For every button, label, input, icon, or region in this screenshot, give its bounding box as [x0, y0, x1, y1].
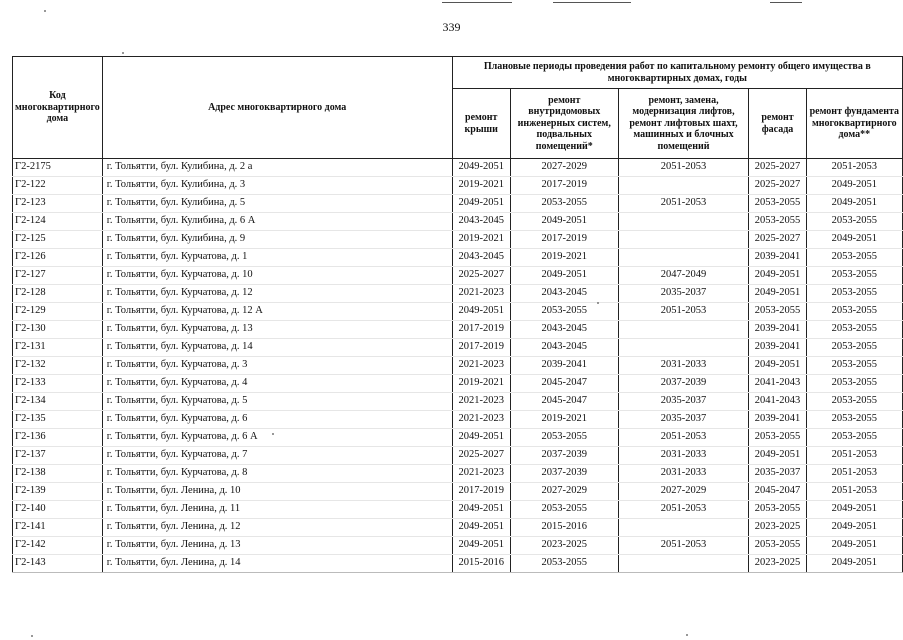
- capital-repair-table: [12, 56, 903, 573]
- row-facade: 2049-2051: [749, 447, 806, 465]
- row-code: Г2-134: [13, 393, 103, 411]
- row-lifts: [618, 249, 749, 267]
- row-lifts: [618, 213, 749, 231]
- header-address: Адрес многоквартирного дома: [102, 57, 452, 159]
- row-foundation: 2053-2055: [806, 393, 902, 411]
- row-engineering: 2053-2055: [510, 555, 618, 573]
- table-row: [13, 267, 903, 285]
- table-row: [13, 231, 903, 249]
- row-facade: 2039-2041: [749, 339, 806, 357]
- table-row: [13, 429, 903, 447]
- row-roof: 2049-2051: [452, 429, 510, 447]
- row-code: Г2-139: [13, 483, 103, 501]
- row-roof: 2025-2027: [452, 447, 510, 465]
- table-row: [13, 447, 903, 465]
- row-engineering: 2037-2039: [510, 465, 618, 483]
- row-roof: 2049-2051: [452, 537, 510, 555]
- row-lifts: 2047-2049: [618, 267, 749, 285]
- header-roof: ремонт крыши: [452, 89, 510, 159]
- row-facade: 2035-2037: [749, 465, 806, 483]
- scan-speck: [272, 433, 274, 435]
- scan-speck: [44, 10, 46, 12]
- row-facade: 2049-2051: [749, 285, 806, 303]
- row-facade: 2041-2043: [749, 375, 806, 393]
- row-lifts: 2051-2053: [618, 429, 749, 447]
- row-roof: 2019-2021: [452, 231, 510, 249]
- row-engineering: 2027-2029: [510, 159, 618, 177]
- row-engineering: 2017-2019: [510, 231, 618, 249]
- row-facade: 2049-2051: [749, 267, 806, 285]
- row-lifts: 2051-2053: [618, 501, 749, 519]
- row-lifts: 2051-2053: [618, 303, 749, 321]
- row-roof: 2049-2051: [452, 501, 510, 519]
- row-code: Г2-128: [13, 285, 103, 303]
- page-number: 339: [442, 20, 461, 34]
- row-roof: 2017-2019: [452, 321, 510, 339]
- row-foundation: 2053-2055: [806, 249, 902, 267]
- header-foundation: ремонт фундамента многоквартирного дома**: [806, 89, 902, 159]
- row-lifts: 2037-2039: [618, 375, 749, 393]
- row-code: Г2-124: [13, 213, 103, 231]
- row-code: Г2-122: [13, 177, 103, 195]
- row-address: г. Тольятти, бул. Ленина, д. 13: [102, 537, 452, 555]
- row-facade: 2053-2055: [749, 429, 806, 447]
- header-periods: Плановые периоды проведения работ по капитальному ремонту общего имущества в многоквартирных домах, годы: [452, 57, 902, 89]
- row-lifts: 2031-2033: [618, 447, 749, 465]
- table-row: [13, 285, 903, 303]
- table-row: [13, 555, 903, 573]
- row-foundation: 2053-2055: [806, 267, 902, 285]
- row-engineering: 2023-2025: [510, 537, 618, 555]
- row-lifts: 2051-2053: [618, 537, 749, 555]
- row-roof: 2019-2021: [452, 375, 510, 393]
- row-address: г. Тольятти, бул. Курчатова, д. 8: [102, 465, 452, 483]
- row-roof: 2021-2023: [452, 465, 510, 483]
- row-address: г. Тольятти, бул. Курчатова, д. 7: [102, 447, 452, 465]
- header-engineering: ремонт внутридомовых инженерных систем, подвальных помещений*: [510, 89, 618, 159]
- row-engineering: 2043-2045: [510, 339, 618, 357]
- row-foundation: 2053-2055: [806, 339, 902, 357]
- row-foundation: 2053-2055: [806, 429, 902, 447]
- table-row: [13, 195, 903, 213]
- table-row: [13, 357, 903, 375]
- row-lifts: [618, 519, 749, 537]
- row-engineering: 2043-2045: [510, 285, 618, 303]
- table-row: [13, 213, 903, 231]
- row-engineering: 2049-2051: [510, 267, 618, 285]
- row-roof: 2025-2027: [452, 267, 510, 285]
- row-address: г. Тольятти, бул. Курчатова, д. 10: [102, 267, 452, 285]
- row-address: г. Тольятти, бул. Кулибина, д. 2 а: [102, 159, 452, 177]
- row-foundation: 2053-2055: [806, 321, 902, 339]
- row-address: г. Тольятти, бул. Курчатова, д. 1: [102, 249, 452, 267]
- row-address: г. Тольятти, бул. Курчатова, д. 13: [102, 321, 452, 339]
- row-code: Г2-130: [13, 321, 103, 339]
- table-row: [13, 411, 903, 429]
- row-facade: 2023-2025: [749, 555, 806, 573]
- row-engineering: 2027-2029: [510, 483, 618, 501]
- row-facade: 2025-2027: [749, 159, 806, 177]
- row-roof: 2021-2023: [452, 393, 510, 411]
- table-row: [13, 393, 903, 411]
- row-code: Г2-135: [13, 411, 103, 429]
- row-foundation: 2049-2051: [806, 231, 902, 249]
- scan-speck: [686, 634, 688, 636]
- row-lifts: [618, 339, 749, 357]
- row-roof: 2043-2045: [452, 249, 510, 267]
- row-foundation: 2051-2053: [806, 465, 902, 483]
- row-lifts: 2051-2053: [618, 195, 749, 213]
- row-lifts: 2031-2033: [618, 357, 749, 375]
- row-engineering: 2053-2055: [510, 501, 618, 519]
- scan-speck: [597, 302, 599, 304]
- row-address: г. Тольятти, бул. Кулибина, д. 3: [102, 177, 452, 195]
- row-roof: 2019-2021: [452, 177, 510, 195]
- table-row: [13, 465, 903, 483]
- table-row: [13, 501, 903, 519]
- row-lifts: [618, 555, 749, 573]
- row-code: Г2-143: [13, 555, 103, 573]
- row-address: г. Тольятти, бул. Курчатова, д. 6: [102, 411, 452, 429]
- row-roof: 2021-2023: [452, 285, 510, 303]
- scan-mark: [553, 2, 631, 3]
- row-foundation: 2053-2055: [806, 303, 902, 321]
- table-row: [13, 537, 903, 555]
- row-foundation: 2053-2055: [806, 213, 902, 231]
- row-code: Г2-140: [13, 501, 103, 519]
- row-lifts: [618, 177, 749, 195]
- header-facade: ремонт фасада: [749, 89, 806, 159]
- row-facade: 2053-2055: [749, 303, 806, 321]
- row-foundation: 2053-2055: [806, 375, 902, 393]
- row-facade: 2039-2041: [749, 321, 806, 339]
- row-engineering: 2045-2047: [510, 375, 618, 393]
- row-code: Г2-136: [13, 429, 103, 447]
- row-engineering: 2053-2055: [510, 195, 618, 213]
- row-facade: 2023-2025: [749, 519, 806, 537]
- row-facade: 2025-2027: [749, 231, 806, 249]
- row-roof: 2017-2019: [452, 339, 510, 357]
- row-address: г. Тольятти, бул. Курчатова, д. 5: [102, 393, 452, 411]
- row-code: Г2-125: [13, 231, 103, 249]
- row-foundation: 2053-2055: [806, 411, 902, 429]
- row-roof: 2015-2016: [452, 555, 510, 573]
- row-lifts: 2027-2029: [618, 483, 749, 501]
- row-address: г. Тольятти, бул. Кулибина, д. 5: [102, 195, 452, 213]
- row-code: Г2-133: [13, 375, 103, 393]
- row-facade: 2053-2055: [749, 537, 806, 555]
- row-engineering: 2053-2055: [510, 303, 618, 321]
- row-lifts: 2035-2037: [618, 285, 749, 303]
- row-foundation: 2049-2051: [806, 501, 902, 519]
- row-address: г. Тольятти, бул. Курчатова, д. 6 А: [102, 429, 452, 447]
- row-code: Г2-123: [13, 195, 103, 213]
- row-engineering: 2053-2055: [510, 429, 618, 447]
- row-roof: 2017-2019: [452, 483, 510, 501]
- row-code: Г2-127: [13, 267, 103, 285]
- row-roof: 2049-2051: [452, 159, 510, 177]
- row-address: г. Тольятти, бул. Курчатова, д. 12 А: [102, 303, 452, 321]
- row-code: Г2-142: [13, 537, 103, 555]
- row-foundation: 2053-2055: [806, 357, 902, 375]
- row-facade: 2039-2041: [749, 411, 806, 429]
- table-row: [13, 303, 903, 321]
- row-engineering: 2037-2039: [510, 447, 618, 465]
- row-roof: 2049-2051: [452, 303, 510, 321]
- row-lifts: 2035-2037: [618, 393, 749, 411]
- row-address: г. Тольятти, бул. Ленина, д. 12: [102, 519, 452, 537]
- row-engineering: 2017-2019: [510, 177, 618, 195]
- row-code: Г2-126: [13, 249, 103, 267]
- row-foundation: 2051-2053: [806, 447, 902, 465]
- row-code: Г2-138: [13, 465, 103, 483]
- scan-speck: [122, 52, 124, 54]
- table-row: [13, 159, 903, 177]
- scan-speck: [31, 635, 33, 637]
- row-code: Г2-2175: [13, 159, 103, 177]
- row-facade: 2039-2041: [749, 249, 806, 267]
- row-engineering: 2015-2016: [510, 519, 618, 537]
- row-engineering: 2019-2021: [510, 411, 618, 429]
- row-facade: 2045-2047: [749, 483, 806, 501]
- header-lifts: ремонт, замена, модернизация лифтов, ремонт лифтовых шахт, машинных и блочных помещений: [618, 89, 749, 159]
- row-roof: 2021-2023: [452, 357, 510, 375]
- row-facade: 2053-2055: [749, 501, 806, 519]
- row-address: г. Тольятти, бул. Кулибина, д. 6 А: [102, 213, 452, 231]
- row-foundation: 2051-2053: [806, 483, 902, 501]
- row-facade: 2049-2051: [749, 357, 806, 375]
- row-address: г. Тольятти, бул. Кулибина, д. 9: [102, 231, 452, 249]
- row-roof: 2049-2051: [452, 519, 510, 537]
- scan-mark: [442, 2, 512, 3]
- table-header: [13, 57, 903, 159]
- table-row: [13, 321, 903, 339]
- row-foundation: 2053-2055: [806, 285, 902, 303]
- row-foundation: 2049-2051: [806, 195, 902, 213]
- row-code: Г2-129: [13, 303, 103, 321]
- scan-mark: [770, 2, 802, 3]
- row-foundation: 2049-2051: [806, 519, 902, 537]
- table-row: [13, 339, 903, 357]
- table-row: [13, 483, 903, 501]
- table-row: [13, 519, 903, 537]
- row-facade: 2053-2055: [749, 195, 806, 213]
- row-roof: 2043-2045: [452, 213, 510, 231]
- row-facade: 2041-2043: [749, 393, 806, 411]
- row-address: г. Тольятти, бул. Ленина, д. 14: [102, 555, 452, 573]
- row-engineering: 2039-2041: [510, 357, 618, 375]
- row-address: г. Тольятти, бул. Курчатова, д. 14: [102, 339, 452, 357]
- table-body: [13, 159, 903, 573]
- row-foundation: 2049-2051: [806, 177, 902, 195]
- table-row: [13, 249, 903, 267]
- row-lifts: [618, 321, 749, 339]
- row-foundation: 2049-2051: [806, 537, 902, 555]
- row-code: Г2-132: [13, 357, 103, 375]
- row-roof: 2021-2023: [452, 411, 510, 429]
- row-engineering: 2043-2045: [510, 321, 618, 339]
- row-address: г. Тольятти, бул. Курчатова, д. 4: [102, 375, 452, 393]
- row-address: г. Тольятти, бул. Ленина, д. 10: [102, 483, 452, 501]
- row-code: Г2-141: [13, 519, 103, 537]
- row-lifts: 2031-2033: [618, 465, 749, 483]
- row-address: г. Тольятти, бул. Курчатова, д. 12: [102, 285, 452, 303]
- row-address: г. Тольятти, бул. Курчатова, д. 3: [102, 357, 452, 375]
- row-facade: 2053-2055: [749, 213, 806, 231]
- row-code: Г2-131: [13, 339, 103, 357]
- table-row: [13, 177, 903, 195]
- row-lifts: [618, 231, 749, 249]
- row-facade: 2025-2027: [749, 177, 806, 195]
- table-row: [13, 375, 903, 393]
- row-engineering: 2045-2047: [510, 393, 618, 411]
- row-lifts: 2035-2037: [618, 411, 749, 429]
- header-code: Код многоквартирного дома: [13, 57, 103, 159]
- row-lifts: 2051-2053: [618, 159, 749, 177]
- row-engineering: 2049-2051: [510, 213, 618, 231]
- row-code: Г2-137: [13, 447, 103, 465]
- row-foundation: 2051-2053: [806, 159, 902, 177]
- row-roof: 2049-2051: [452, 195, 510, 213]
- row-engineering: 2019-2021: [510, 249, 618, 267]
- row-foundation: 2049-2051: [806, 555, 902, 573]
- row-address: г. Тольятти, бул. Ленина, д. 11: [102, 501, 452, 519]
